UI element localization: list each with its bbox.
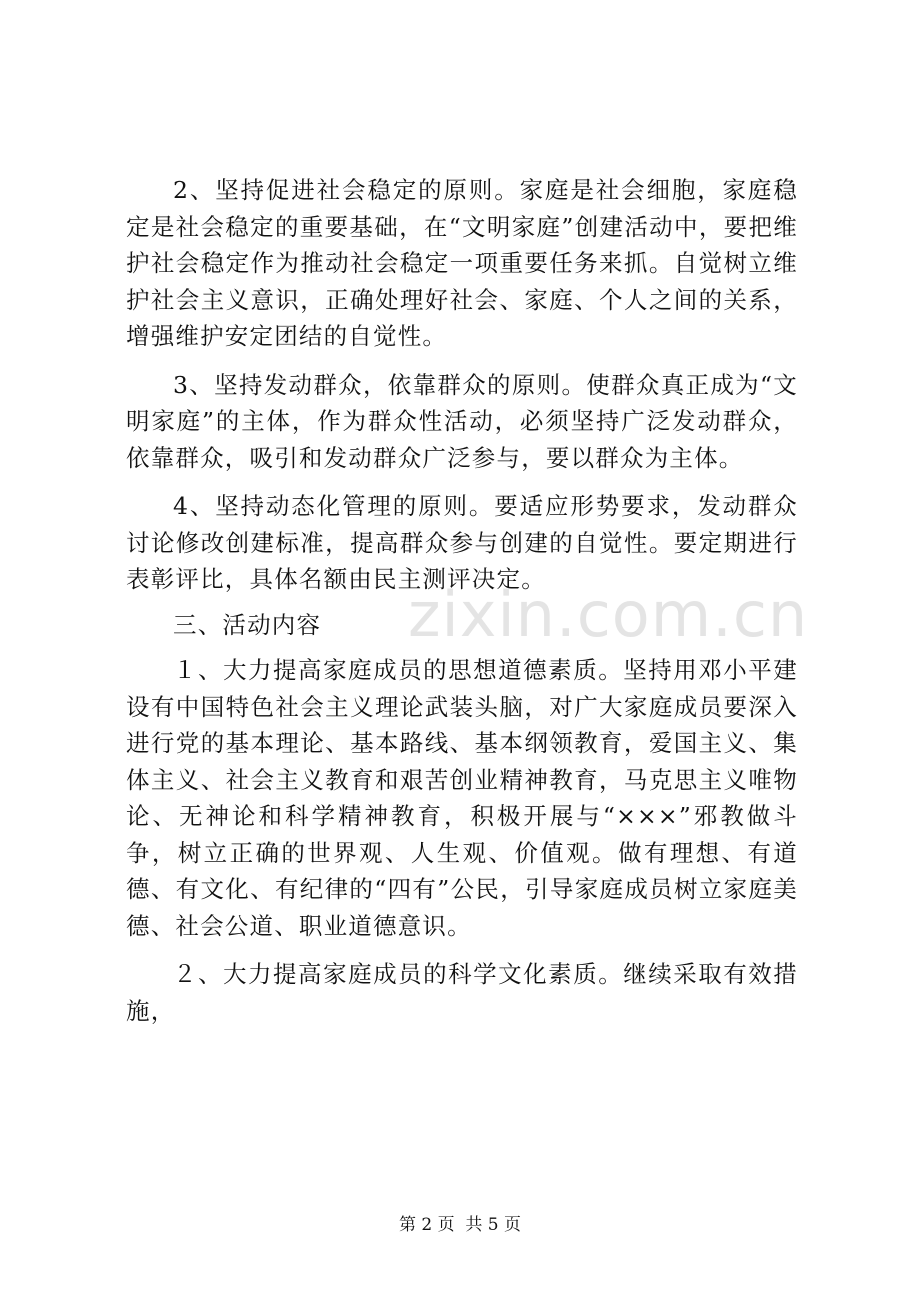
paragraph-activity-1: １、大力提高家庭成员的思想道德素质。坚持用邓小平建设有中国特色社会主义理论武装头脑，对广大家庭成员要深入进行党的基本理论、基本路线、基本纲领教育，爱国主义、集体主义、社会主义教育和艰苦创业精神教育，马克思主义唯物论、无神论和科学精神教育，积极开展与“×××”邪教做斗争，树立正确的世界观、人生观、价值观。做有理想、有道德、有文化、有纪律的“四有”公民，引导家庭成员树立家庭美德、社会公道、职业道德意识。 <box>126 656 798 940</box>
paragraph-principle-2: 2、坚持促进社会稳定的原则。家庭是社会细胞，家庭稳定是社会稳定的重要基础，在“文明家庭”创建活动中，要把维护社会稳定作为推动社会稳定一项重要任务来抓。自觉树立维护社会主义意识，正确处理好社会、家庭、个人之间的关系，增强维护安定团结的自觉性。 <box>126 176 798 350</box>
paragraph-principle-3: 3、坚持发动群众，依靠群众的原则。使群众真正成为“文明家庭”的主体，作为群众性活动，必须坚持广泛发动群众，依靠群众，吸引和发动群众广泛参与，要以群众为主体。 <box>126 370 798 472</box>
paragraph-activity-2: ２、大力提高家庭成员的科学文化素质。继续采取有效措施， <box>126 960 798 1025</box>
page-total: 共 5 页 <box>465 1215 522 1235</box>
section-heading-activity-content: 三、活动内容 <box>173 610 322 639</box>
watermark: zixin.com.cn <box>408 578 809 651</box>
paragraph-principle-4: 4、坚持动态化管理的原则。要适应形势要求，发动群众讨论修改创建标准，提高群众参与创建的自觉性。要定期进行表彰评比，具体名额由民主测评决定。 <box>126 492 798 593</box>
page-footer <box>0 1210 920 1235</box>
page-number: 第 2 页 <box>398 1215 455 1235</box>
